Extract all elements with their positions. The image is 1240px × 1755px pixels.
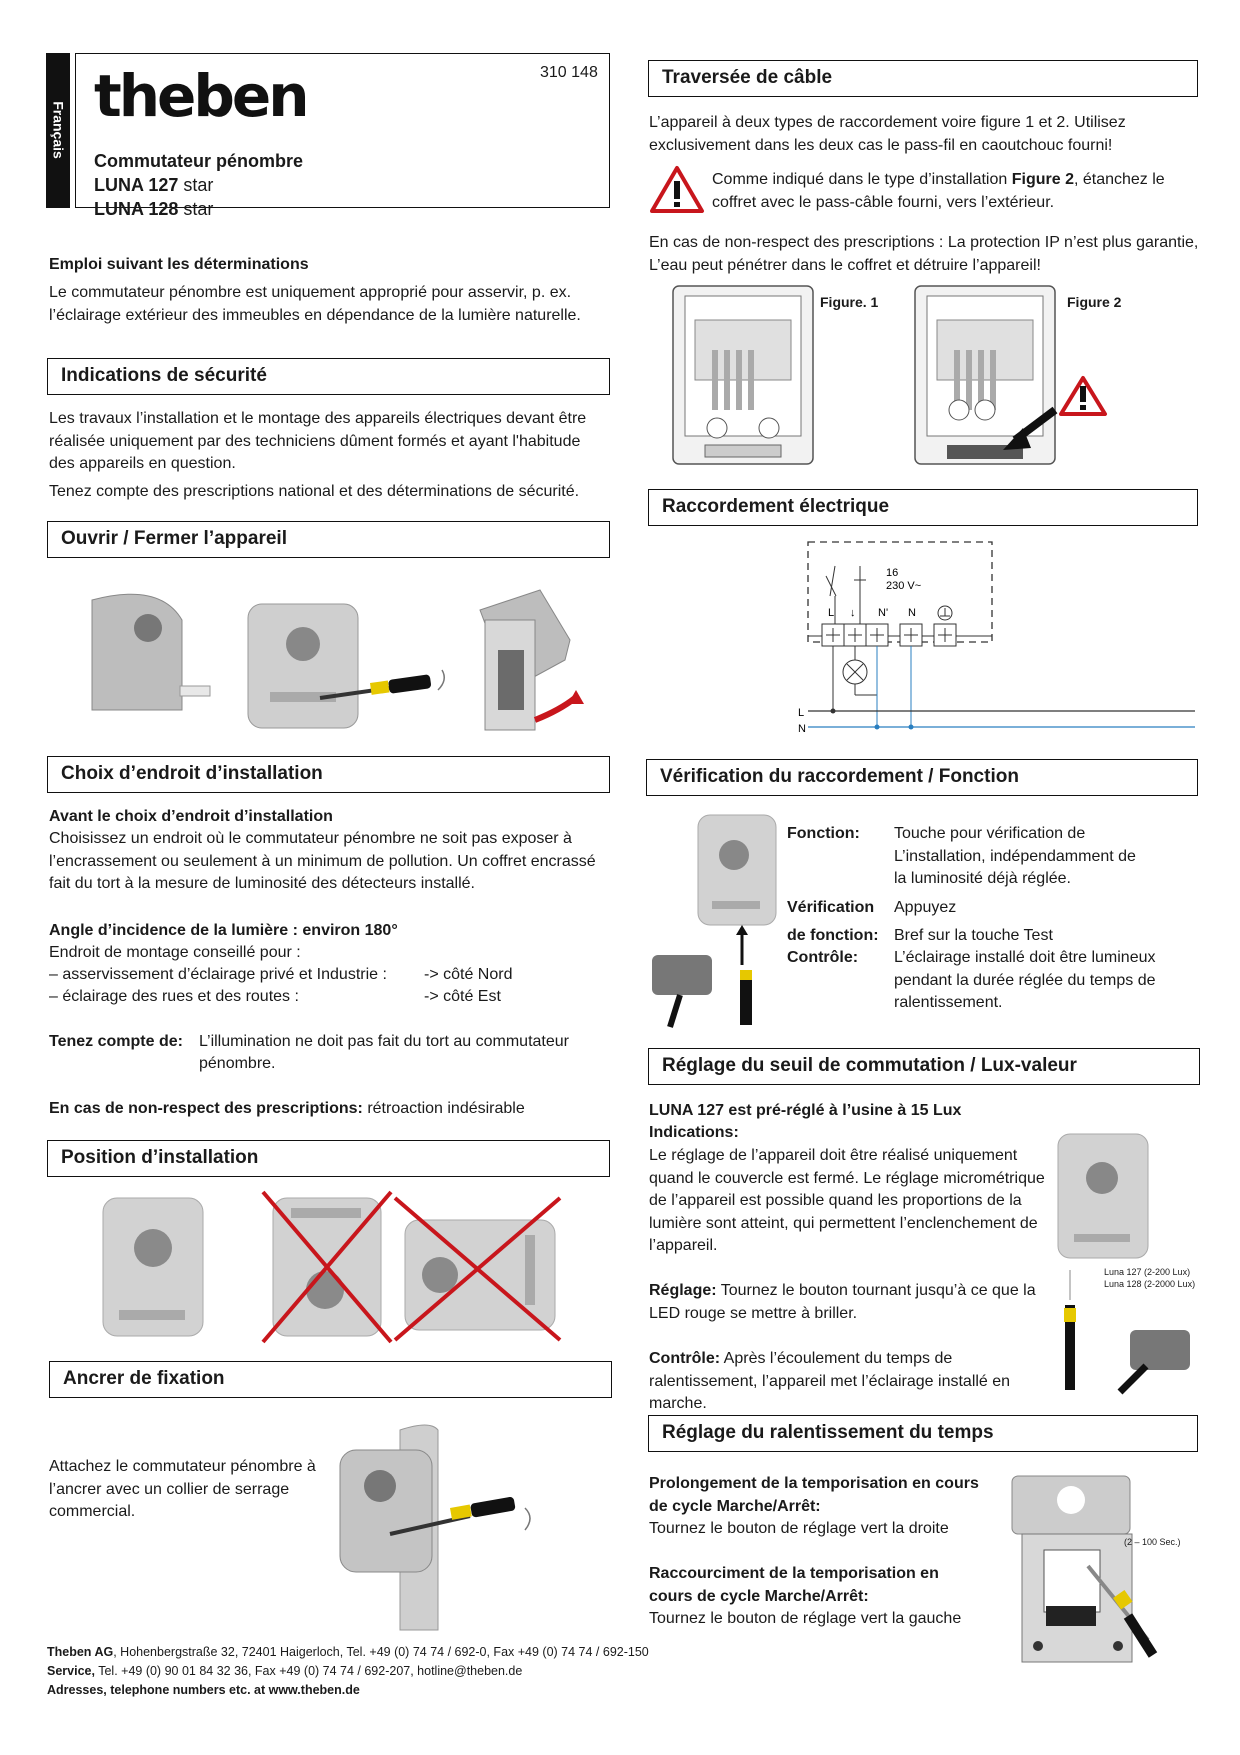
brand-logo: theben — [94, 62, 307, 130]
threshold-text: Le réglage de l’appareil doit être réalisé uniquement quand le couvercle est fermé. Le réglage micrométrique de l’appareil est possible quand les proportions de la lumière sont atteint, qui permettent l’enclenchement de l’appareil. — [649, 1147, 1045, 1254]
location-sub-2: Angle d’incidence de la lumière : environ 180° — [49, 922, 398, 939]
anchor-text: Attachez le commutateur pénombre à l’ancrer avec un collier de serrage commercial. — [49, 1458, 316, 1520]
location-heading: Choix d’endroit d’installation — [47, 756, 610, 793]
location-row-2-right: -> côté Est — [424, 988, 501, 1005]
note-label: Tenez compte de: — [49, 1033, 183, 1050]
cable-warning: Comme indiqué dans le type d’installation Figure 2, étanchez le coffret avec le pass-câble fourni, vers l’extérieur. — [712, 171, 1165, 211]
delay-illustration — [1008, 1470, 1183, 1665]
terminal-label-L: L — [828, 607, 835, 619]
wiring-rating-2: 230 V~ — [886, 580, 922, 592]
threshold-ctrl: Contrôle: Après l’écoulement du temps de ralentissement, l’appareil met l’éclairage installé en marche. — [649, 1350, 1011, 1412]
wiring-diagram — [790, 540, 1200, 750]
usage-text: Le commutateur pénombre est uniquement approprié pour asservir, p. ex. l’éclairage extérieur des immeubles en dépendance de la lumière naturelle. — [49, 284, 581, 324]
delay-sub-2: Raccourciment de la temporisation en cours de cycle Marche/Arrêt: — [649, 1565, 939, 1605]
safety-text-1: Les travaux l’installation et le montage des appareils électriques devant être réalisée uniquement par des techniciens dûment formés et ayant l'habitude des appareils en question. — [49, 410, 587, 472]
delay-range: (2 – 100 Sec.) — [1124, 1537, 1181, 1547]
location-text-2: Endroit de montage conseillé pour : — [49, 944, 301, 961]
figure-1-label: Figure. 1 — [820, 294, 879, 310]
check-illustration — [650, 805, 780, 1035]
location-row-1-left: – asservissement d’éclairage privé et Industrie : — [49, 966, 387, 983]
threshold-set: Réglage: Tournez le bouton tournant jusqu’à ce que la LED rouge se mettre à briller. — [649, 1282, 1036, 1322]
check-heading: Vérification du raccordement / Fonction — [646, 759, 1198, 796]
open-close-illustration — [70, 580, 610, 740]
anchor-illustration — [330, 1420, 580, 1635]
product-name: Commutateur pénombre — [94, 151, 304, 171]
note-text-1: L’illumination ne doit pas fait du tort au commutateur — [199, 1033, 569, 1050]
threshold-sub-1: LUNA 127 est pré-réglé à l’usine à 15 Lux — [649, 1102, 962, 1119]
safety-text-2: Tenez compte des prescriptions national et des déterminations de sécurité. — [49, 483, 580, 500]
cable-figures — [665, 280, 1135, 470]
anchor-heading: Ancrer de fixation — [49, 1361, 612, 1398]
location-text-1: Choisissez un endroit où le commutateur pénombre ne soit pas exposer à l’encrassement ou seulement à un minimum de pollution. Un coffret encrassé fait du tort à la mesure de luminosité des détecteurs installé. — [49, 830, 596, 892]
terminal-label-arrow: ↓ — [850, 607, 856, 619]
lux-range-1: Luna 127 (2-200 Lux) — [1104, 1267, 1191, 1277]
cable-text-1: L’appareil à deux types de raccordement voire figure 1 et 2. Utilisez exclusivement dans les deux cas le pass-fil en caoutchouc fourni! — [649, 114, 1126, 154]
location-row-2-left: – éclairage des rues et des routes : — [49, 988, 299, 1005]
position-heading: Position d’installation — [47, 1140, 610, 1177]
lux-range-2: Luna 128 (2-2000 Lux) — [1104, 1279, 1196, 1289]
wiring-heading: Raccordement électrique — [648, 489, 1198, 526]
model-1: LUNA 127 star — [94, 175, 214, 195]
footer-company: Theben AG, Hohenbergstraße 32, 72401 Haigerloch, Tel. +49 (0) 74 74 / 692-0, Fax +49 (0) 74 74 / 692-150 — [47, 1645, 649, 1659]
check-text-3: L’éclairage installé doit être lumineux pendant la durée réglée du temps de ralentissement. — [894, 949, 1156, 1011]
safety-heading: Indications de sécurité — [47, 358, 610, 395]
threshold-sub-2: Indications: — [649, 1124, 739, 1141]
warning-icon — [649, 165, 705, 215]
line-label-N: N — [798, 723, 806, 735]
doc-number: 310 148 — [540, 64, 598, 81]
check-label-2: de fonction: — [787, 927, 879, 944]
cable-heading: Traversée de câble — [648, 60, 1198, 97]
figure-2-label: Figure 2 — [1067, 294, 1122, 310]
note-text-2: pénombre. — [199, 1055, 276, 1072]
check-label-1: Vérification — [787, 899, 875, 916]
model-2: LUNA 128 star — [94, 199, 214, 219]
delay-heading: Réglage du ralentissement du temps — [648, 1415, 1198, 1452]
check-label-3: Contrôle: — [787, 949, 859, 966]
product-title — [94, 149, 303, 221]
threshold-illustration — [1050, 1130, 1200, 1400]
cable-text-2: En cas de non-respect des prescriptions : La protection IP n’est plus garantie, L’eau peut pénétrer dans le coffret et détruire l’appareil! — [649, 234, 1199, 274]
footer-service: Service, Tel. +49 (0) 90 01 84 32 36, Fax +49 (0) 74 74 / 692-207, hotline@theben.de — [47, 1664, 523, 1678]
position-illustration — [95, 1190, 565, 1345]
language-tab — [46, 53, 70, 208]
location-sub-1: Avant le choix d’endroit d’installation — [49, 808, 333, 825]
delay-text-2: Tournez le bouton de réglage vert la gauche — [649, 1610, 962, 1627]
location-row-1-right: -> côté Nord — [424, 966, 513, 983]
terminal-label-N: N — [908, 607, 916, 619]
check-label-0: Fonction: — [787, 825, 860, 842]
threshold-heading: Réglage du seuil de commutation / Lux-valeur — [648, 1048, 1200, 1085]
delay-text-1: Tournez le bouton de réglage vert la droite — [649, 1520, 949, 1537]
delay-sub-1: Prolongement de la temporisation en cours de cycle Marche/Arrêt: — [649, 1475, 979, 1515]
open-close-heading: Ouvrir / Fermer l’appareil — [47, 521, 610, 558]
terminal-label-Nprime: N' — [878, 607, 889, 619]
check-text-2: Bref sur la touche Test — [894, 927, 1053, 944]
usage-heading: Emploi suivant les déterminations — [49, 256, 309, 273]
wiring-rating-1: 16 — [886, 567, 899, 579]
violation-line: En cas de non-respect des prescriptions: rétroaction indésirable — [49, 1100, 525, 1117]
check-text-1: Appuyez — [894, 899, 957, 916]
check-text-0: Touche pour vérification de L’installation, indépendamment de la luminosité déjà réglée. — [894, 825, 1136, 887]
language-tab-label: Français — [50, 101, 67, 159]
footer-web: Adresses, telephone numbers etc. at www.theben.de — [47, 1683, 360, 1697]
line-label-L: L — [798, 707, 805, 719]
